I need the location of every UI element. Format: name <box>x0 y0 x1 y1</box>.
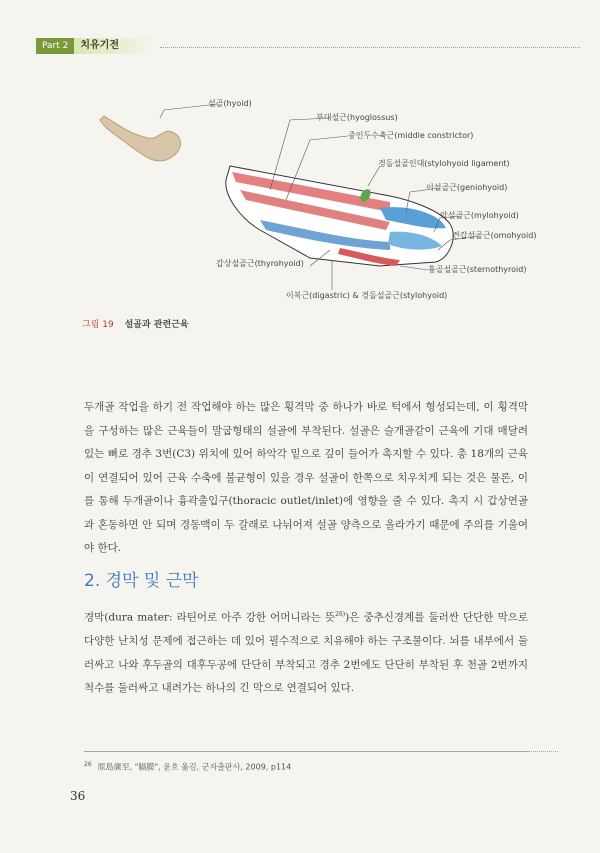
footnote-reference[interactable]: 26) <box>335 611 346 618</box>
footnote-rule <box>84 751 528 752</box>
footnote <box>84 761 291 773</box>
hyoid-bone <box>100 116 181 161</box>
label-digastric: 이복근(digastric) & 경돌설골근(stylohyoid) <box>286 291 448 300</box>
section-title: 2. 경막 및 근막 <box>84 571 199 591</box>
caption-title: 설골과 관련근육 <box>124 320 189 330</box>
label-omohyoid: 견갑설골근(omohyoid) <box>452 231 537 240</box>
footnote-number: 26 <box>84 761 92 768</box>
label-thyrohyoid: 갑상설골근(thyrohyoid) <box>216 259 304 268</box>
caption-number: 그림 19 <box>82 320 114 330</box>
label-sternothyroid: 흉골설골근(sternothyroid) <box>428 265 527 274</box>
label-hyoglossus: 부대설근(hyoglossus) <box>316 113 398 122</box>
running-header <box>36 38 155 54</box>
footnote-dotted-rule <box>528 751 558 752</box>
body-paragraph-1: 두개골 작업을 하기 전 작업해야 하는 많은 횡격막 중 하나가 바로 턱에서 형성되는데, 이 횡격막을 구성하는 많은 근육들이 말굽형태의 설골에 부착된다. 설골은 슬개골같이 근육에 기대 매달려 있는 뼈로 경추 3번(C3) 위치에 있어 하악각 밑으로 깊이 들어가 촉지할 수 있다. 총 18개의 근육이 연결되어 있어 근육 수축에 불균형이 있을 경우 설골이 한쪽으로 치우치게 되는 것은 물론, 이를 통해 두개골이나 흉곽출입구(thoracic outlet/inlet)에 영향을 줄 수 있다. 촉지 시 갑상연골과 혼동하면 안 되며 경동맥이 두 갈래로 나뉘어져 설골 양측으로 올라가기 때문에 주의를 기울여야 한다. <box>84 401 528 554</box>
chapter-label: 치유기전 <box>74 38 155 54</box>
label-geniohyoid: 이설골근(geniohyoid) <box>426 183 508 192</box>
label-hyoid: 설골(hyoid) <box>208 99 252 108</box>
paragraph-2-text-before: 경막(dura mater: 라틴어로 아주 강한 어머니라는 뜻 <box>84 611 336 624</box>
part-label: Part 2 <box>36 38 74 54</box>
label-mylohyoid: 악설골근(mylohyoid) <box>440 211 519 220</box>
footnote-text: 原島廣至, "膈膜", 윤호 옮김, 군자출판사, 2009, p114 <box>97 762 292 772</box>
label-middle-constrictor: 중인두수축근(middle constrictor) <box>348 131 474 140</box>
page-number: 36 <box>70 789 86 803</box>
figure-caption <box>82 317 189 330</box>
paragraph-2-text-after: )은 중추신경계를 둘러싼 단단한 막으로 다양한 난치성 문제에 접근하는 데 있어 필수적으로 치유해야 하는 구조물이다. 뇌를 내부에서 둘러싸고 나와 후두골의 대후두공에 단단히 부착되고 경추 2번에도 단단히 부착된 후 천골 2번까지 척수를 둘러싸고 내려가는 하나의 긴 막으로 연결되어 있다. <box>84 611 528 694</box>
label-stylohyoid-ligament: 경돌설골인대(stylohyoid ligament) <box>378 159 510 168</box>
header-dotted-rule <box>160 47 580 48</box>
body-paragraph-2 <box>84 603 528 701</box>
hyoid-muscles-figure <box>90 90 560 305</box>
